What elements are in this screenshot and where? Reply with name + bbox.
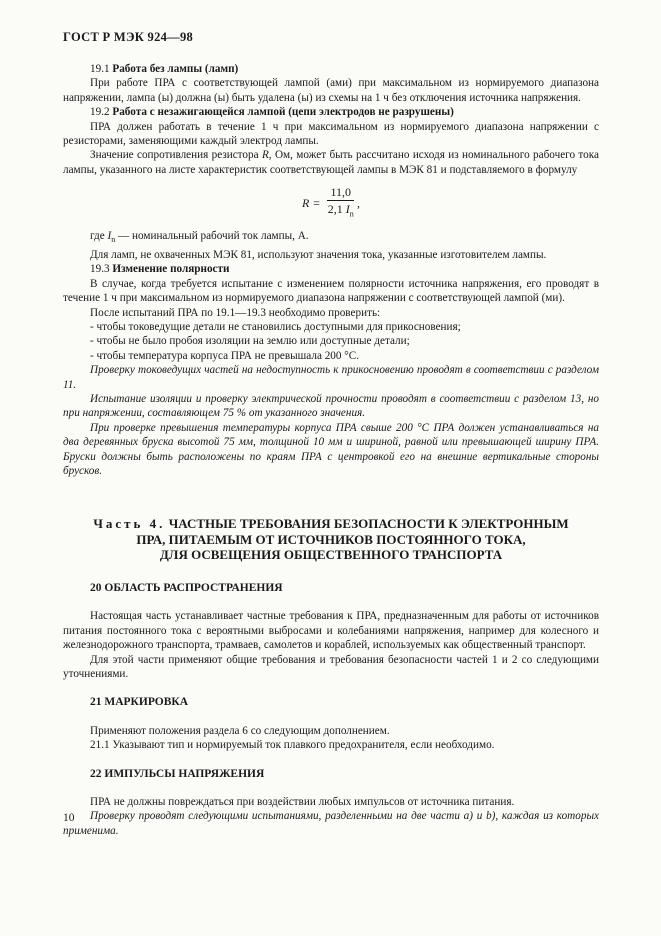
italic-paragraph: При проверке превышения температуры корпуса ПРА свыше 200 °С ПРА должен устанавливаться на два деревянных бруска высотой 75 мм, толщиной 10 мм и шириной, равной или превышающей ширину ПРА. Бруски должны быть расположены по краям ПРА с центровкой его на внешние вертикальные стороны брусков. [63,421,599,477]
section-number: 19.2 [90,106,110,119]
document-header: ГОСТ Р МЭК 924—98 [63,30,194,44]
formula-numerator: 11,0 [327,185,354,201]
section-19-2-heading [63,105,599,119]
formula-lhs: R = [302,196,321,211]
list-item: - чтобы не было пробоя изоляции на землю или доступные детали; [90,335,410,348]
paragraph: Для этой части применяют общие требования и требования безопасности частей 1 и 2 со следующими уточнениями. [63,653,599,680]
spacer [63,753,599,767]
paragraph: Применяют положения раздела 6 со следующим дополнением. [90,724,390,737]
section-20-heading: 20 ОБЛАСТЬ РАСПРОСТРАНЕНИЯ [90,581,283,594]
part-title-line: ПРА, ПИТАЕМЫМ ОТ ИСТОЧНИКОВ ПОСТОЯННОГО ТОКА, [136,531,526,547]
paragraph [63,148,599,177]
coefficient: 2,1 [327,202,346,217]
page-number: 10 [63,812,75,824]
paragraph: Для ламп, не охваченных МЭК 81, используют значения тока, указанные изготовителем лампы. [90,248,547,261]
variable: I [107,230,112,243]
paragraph: ПРА должен работать в течение 1 ч при максимальном из нормируемого диапазона напряжении с резисторами, заменяющими каждый электрод лампы. [63,120,599,148]
list-item: - чтобы температура корпуса ПРА не превышала 200 °С. [90,349,360,362]
part-4-title [63,516,599,563]
resistance-formula [63,179,599,227]
paragraph: ПРА не должны повреждаться при воздействии любых импульсов от источника питания. [90,795,515,808]
formula-fraction [327,185,354,222]
text-run: , Ом, может быть рассчитано исходя из номинального рабочего тока лампы, указанного на листе характеристик соответствующей лампы в МЭК 81 и подставляемого в формулу [63,149,600,176]
list-item: - чтобы токоведущие детали не становились доступными для прикосновения; [90,320,461,333]
section-21-heading: 21 МАРКИРОВКА [90,696,189,709]
italic-paragraph: Проверку токоведущих частей на недоступность к прикосновению проводят в соответствии с разделом 11. [63,364,599,391]
variable: I [345,202,350,217]
section-title: Изменение полярности [112,263,230,276]
section-22-heading: 22 ИМПУЛЬСЫ НАПРЯЖЕНИЯ [90,767,265,780]
paragraph: При работе ПРА с соответствующей лампой (ами) при максимальном из нормируемого диапазона напряжении, лампа (ы) должна (ы) быть удалена (ы) из схемы на 1 ч без отключения источника напряжения. [63,77,599,104]
paragraph: После испытаний ПРА по 19.1—19.3 необходимо проверить: [90,306,381,319]
part-title-line: ДЛЯ ОСВЕЩЕНИЯ ОБЩЕСТВЕННОГО ТРАНСПОРТА [159,547,503,563]
paragraph: 21.1 Указывают тип и нормируемый ток плавкого предохранителя, если необходимо. [90,739,495,752]
paragraph: Настоящая часть устанавливает частные требования к ПРА, предназначенным для работы от источников питания постоянного тока с вероятными выбросами и колебаниями напряжения, например для колесного и железнодорожного транспорта, трамваев, самолетов и кораблей, используемых как общественный транспорт. [63,610,599,652]
paragraph: В случае, когда требуется испытание с изменением полярности источника напряжения, его проводят в течение 1 ч при максимальном из нормируемого диапазона напряжении с соответствующей лампой (ми). [63,277,599,305]
italic-paragraph: Проверку проводят следующими испытаниями, разделенными на две части а) и b), каждая из которых применима. [63,810,599,837]
subscript: n [349,209,354,219]
section-title: Работа с незажигающейся лампой (цепи электродов не разрушены) [112,106,454,119]
section-19-3-heading [63,262,599,276]
text-run: где [90,230,108,243]
formula-denominator [328,201,354,222]
italic-paragraph: Испытание изоляции и проверку электрической прочности проводят в соответствии с разделом 13, но при напряжении, составляющем 75 % от указанного значения. [63,392,599,420]
part-title-text: ЧАСТНЫЕ ТРЕБОВАНИЯ БЕЗОПАСНОСТИ К ЭЛЕКТРОННЫМ [168,516,569,532]
spacer [63,681,599,695]
paragraph [63,229,599,248]
subscript: n [111,235,116,245]
section-title: Работа без лампы (ламп) [112,63,239,75]
variable: R [261,149,269,162]
formula-tail: , [357,196,360,211]
document-body [63,62,599,838]
part-label: Часть 4. [93,516,166,532]
section-number: 19.3 [90,263,110,276]
section-number: 19.1 [90,63,110,75]
text-run: Значение сопротивления резистора [90,149,262,162]
text-run: — номинальный рабочий ток лампы, А. [115,230,309,243]
part-title-line [63,516,599,532]
section-19-1-heading [63,62,599,76]
